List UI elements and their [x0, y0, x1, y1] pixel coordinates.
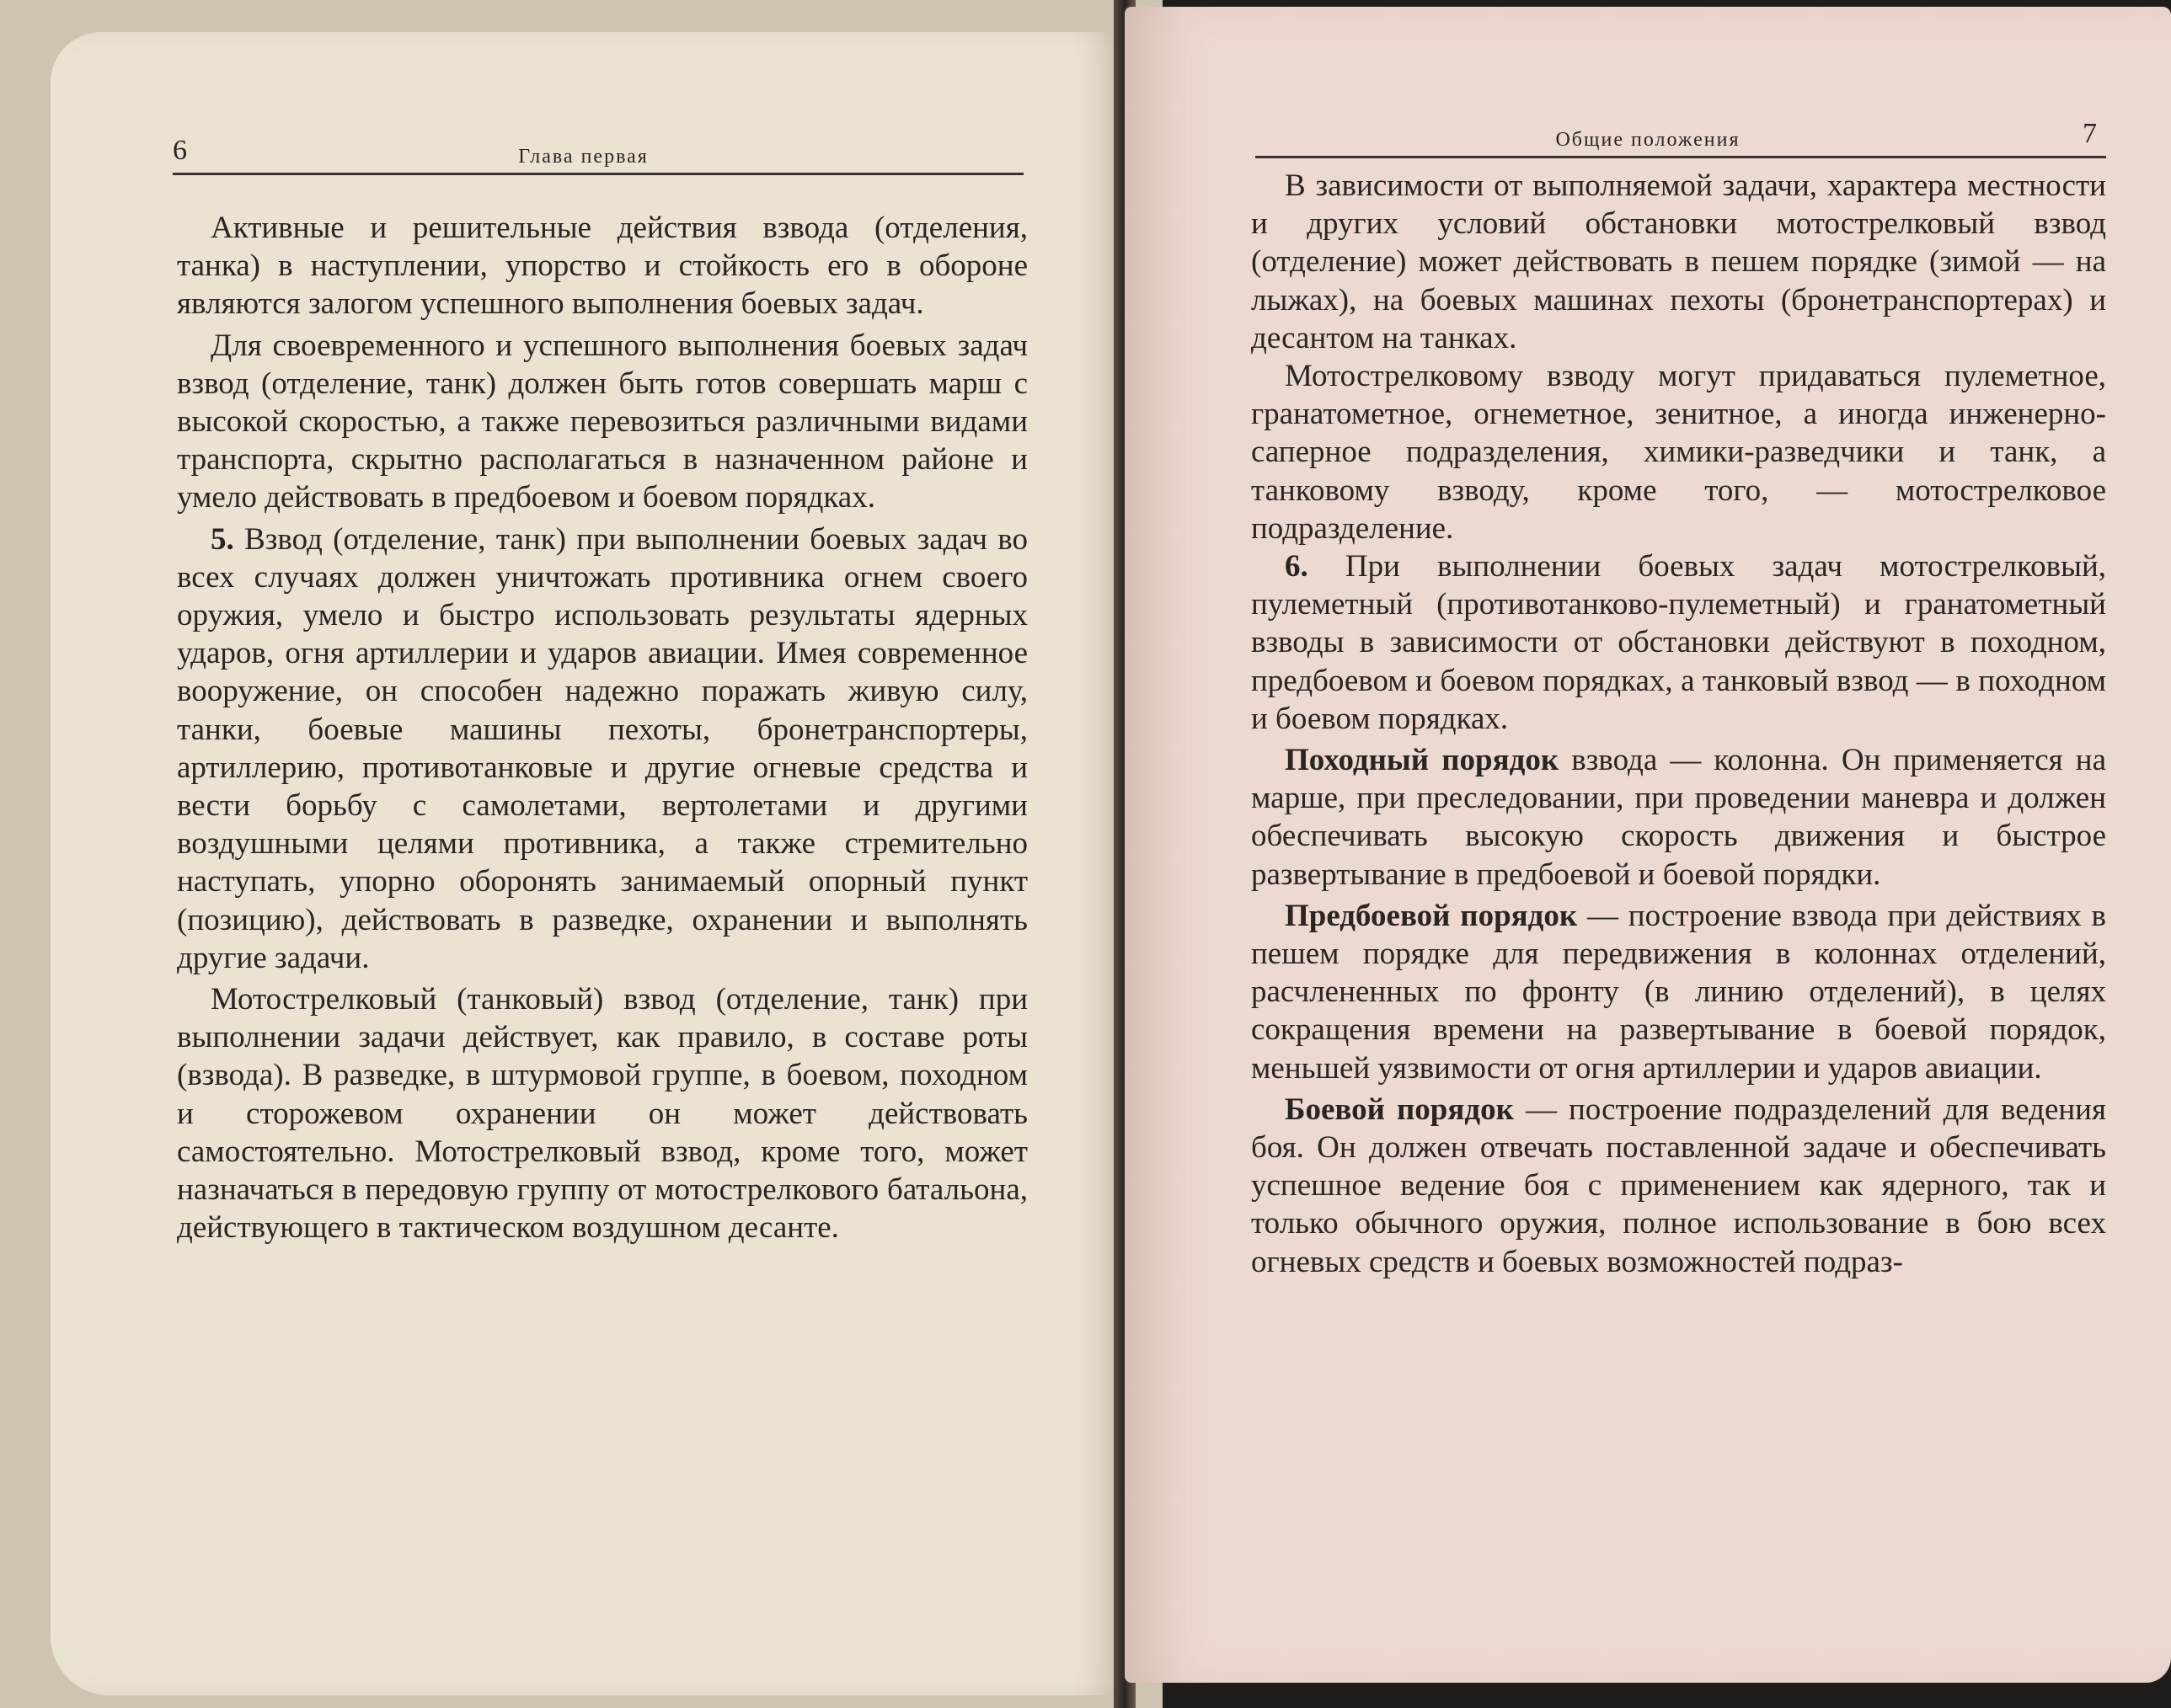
left-page-header — [51, 116, 1116, 175]
paragraph: Боевой порядок — построение подразделений для ведения боя. Он должен отвечать поставленной задаче и обеспечивать успешное ведение боя с применением как ядерного, так и только обычного оружия, полное использование в бою всех огневых средств и боевых возможностей подраз- — [1251, 1092, 2107, 1279]
left-header-rule — [173, 173, 1024, 175]
paragraph: Активные и решительные действия взвода (отделения, танка) в наступлении, упорство и стойкость его в обороне являются залогом успешного выполнения боевых задач. — [177, 211, 1028, 322]
paragraph: В зависимости от выполняемой задачи, характера местности и других условий обстановки мотострелковый взвод (отделение) может действовать в пешем порядке (зимой — на лыжах), на боевых машинах пехоты (бронетранспортерах) и десантом на танках. — [1251, 168, 2106, 355]
right-page-header — [1125, 99, 2171, 158]
right-header-rule — [1255, 156, 2106, 158]
left-page-number: 6 — [173, 135, 187, 166]
paragraph: Для своевременного и успешного выполнения боевых задач взвод (отделение, танк) должен быть готов совершать марш с высокой скоростью, а также перевозиться различными видами транспорта, скрытно располагаться в назначенном районе и умело действовать в предбоевом и боевом порядках. — [177, 328, 1028, 515]
left-running-head: Глава первая — [518, 146, 649, 168]
paragraph: Мотострелковому взводу могут придаваться пулеметное, гранатометное, огнеметное, зенитное, а иногда инженерно-саперное подразделения, химики-разведчики и танк, а танковому взводу, кроме того, — мотострелковое подразделение. — [1251, 359, 2106, 546]
paragraph: Походный порядок взвода — колонна. Он применяется на марше, при преследовании, при проведении маневра и должен обеспечивать высокую скорость движения и быстрое развертывание в предбоевой и боевой порядки. — [1251, 743, 2107, 892]
term-heading: Боевой порядок — [1285, 1092, 1514, 1127]
section-number: 6. — [1285, 549, 1308, 584]
right-running-head: Общие положения — [1555, 129, 1741, 151]
term-heading: Походный порядок — [1285, 743, 1559, 778]
right-page-number: 7 — [2083, 118, 2097, 149]
right-page-body — [1251, 167, 2106, 1281]
left-page-body — [177, 209, 1028, 1246]
paragraph: 5. Взвод (отделение, танк) при выполнении боевых задач во всех случаях должен уничтожать противника огнем своего оружия, умело и быстро использовать результаты ядерных ударов, огня артиллерии и ударов авиации. Имея современное вооружение, он способен надежно поражать живую силу, танки, боевые машины пехоты, бронетранспортеры, артиллерию, противотанковые и другие огневые средства и вести борьбу с самолетами, вертолетами и другими воздушными целями противника, а также стремительно наступать, упорно оборонять занимаемый опорный пункт (позицию), действовать в разведке, охранении и выполнять другие задачи. — [177, 521, 1029, 975]
section-number: 5. — [211, 521, 234, 557]
left-page — [51, 32, 1116, 1695]
paragraph: 6. При выполнении боевых задач мотострелковый, пулеметный (противотанково-пулеметный) и гранатометный взводы в зависимости от обстановки действуют в походном, предбоевом и боевом порядках, а танковый взвод — в походном и боевом порядках. — [1251, 549, 2106, 736]
term-heading: Предбоевой порядок — [1285, 898, 1578, 933]
right-page — [1125, 7, 2171, 1683]
paragraph: Мотострелковый (танковый) взвод (отделение, танк) при выполнении задачи действует, как правило, в составе роты (взвода). В разведке, в штурмовой группе, в боевом, походном и сторожевом охранении он может действовать самостоятельно. Мотострелковый взвод, кроме того, может назначаться в передовую группу от мотострелкового батальона, действующего в тактическом воздушном десанте. — [177, 982, 1028, 1246]
paragraph: Предбоевой порядок — построение взвода при действиях в пешем порядке для передвижения в колоннах отделений, расчлененных по фронту (в линию отделений), в целях сокращения времени на развертывание в боевой порядок, меньшей уязвимости от огня артиллерии и ударов авиации. — [1251, 898, 2107, 1086]
